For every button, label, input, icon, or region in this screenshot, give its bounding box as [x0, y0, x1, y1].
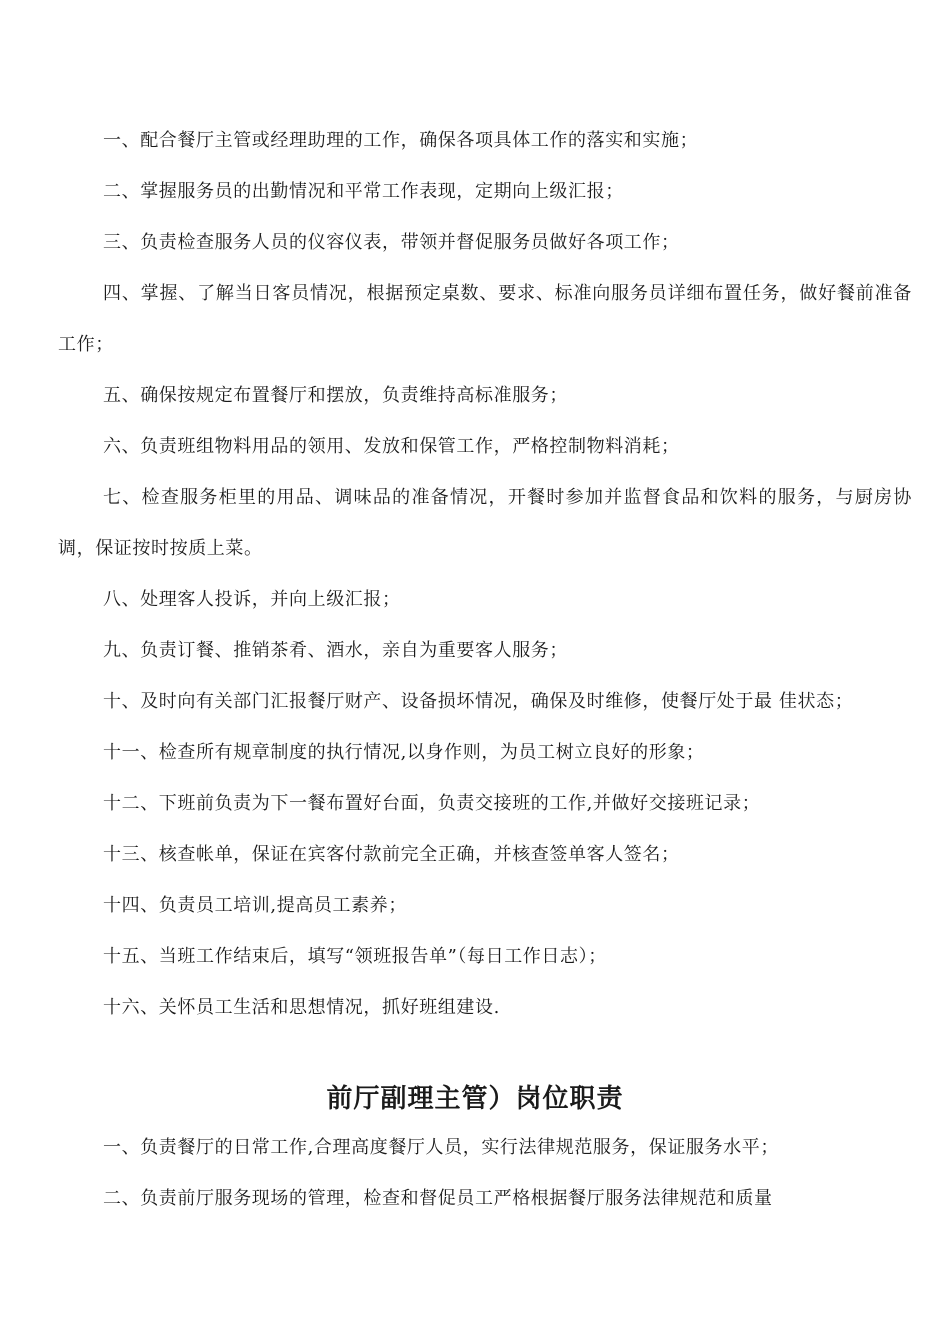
duty-item-14: 十四、负责员工培训,提高员工素养；	[103, 895, 407, 916]
duty-list-part1	[0, 115, 950, 1033]
duty-item-8: 八、处理客人投诉，并向上级汇报；	[103, 589, 401, 610]
duty-item-6: 六、负责班组物料用品的领用、发放和保管工作，严格控制物料消耗；	[103, 436, 680, 457]
duty-item-5: 五、确保按规定布置餐厅和摆放，负责维持高标准服务；	[103, 385, 568, 406]
duty-item-12: 十二、下班前负责为下一餐布置好台面，负责交接班的工作,并做好交接班记录；	[103, 793, 761, 814]
section-title: 前厅副理主管）岗位职责	[326, 1084, 624, 1114]
duty-item-7: 七、检查服务柜里的用品、调味品的准备情况，开餐时参加并监督食品和饮料的服务，与厨房协调，保证按时按质上菜。	[58, 487, 912, 559]
duty-item-15: 十五、当班工作结束后，填写“领班报告单”（每日工作日志）；	[103, 946, 607, 967]
duty-list-part2	[0, 1122, 950, 1224]
duty-item-2-2: 二、负责前厅服务现场的管理，检查和督促员工严格根据餐厅服务法律规范和质量	[103, 1188, 773, 1209]
duty-item-10: 十、及时向有关部门汇报餐厅财产、设备损坏情况，确保及时维修，使餐厅处于最 佳状态；	[103, 691, 854, 712]
duty-item-3: 三、负责检查服务人员的仪容仪表，带领并督促服务员做好各项工作；	[103, 232, 680, 253]
duty-item-9: 九、负责订餐、推销茶肴、酒水，亲自为重要客人服务；	[103, 640, 568, 661]
duty-item-1: 一、配合餐厅主管或经理助理的工作，确保各项具体工作的落实和实施；	[103, 130, 699, 151]
duty-item-13: 十三、核查帐单，保证在宾客付款前完全正确，并核查签单客人签名；	[103, 844, 680, 865]
duty-item-11: 十一、检查所有规章制度的执行情况,以身作则，为员工树立良好的形象；	[103, 742, 705, 763]
duty-item-2-1: 一、负责餐厅的日常工作,合理高度餐厅人员，实行法律规范服务，保证服务水平；	[103, 1137, 779, 1158]
duty-item-2: 二、掌握服务员的出勤情况和平常工作表现，定期向上级汇报；	[103, 181, 624, 202]
duty-item-16: 十六、关怀员工生活和思想情况，抓好班组建设.	[103, 997, 500, 1018]
duty-item-4: 四、掌握、了解当日客员情况，根据预定桌数、要求、标准向服务员详细布置任务，做好餐前准备工作；	[58, 283, 912, 355]
